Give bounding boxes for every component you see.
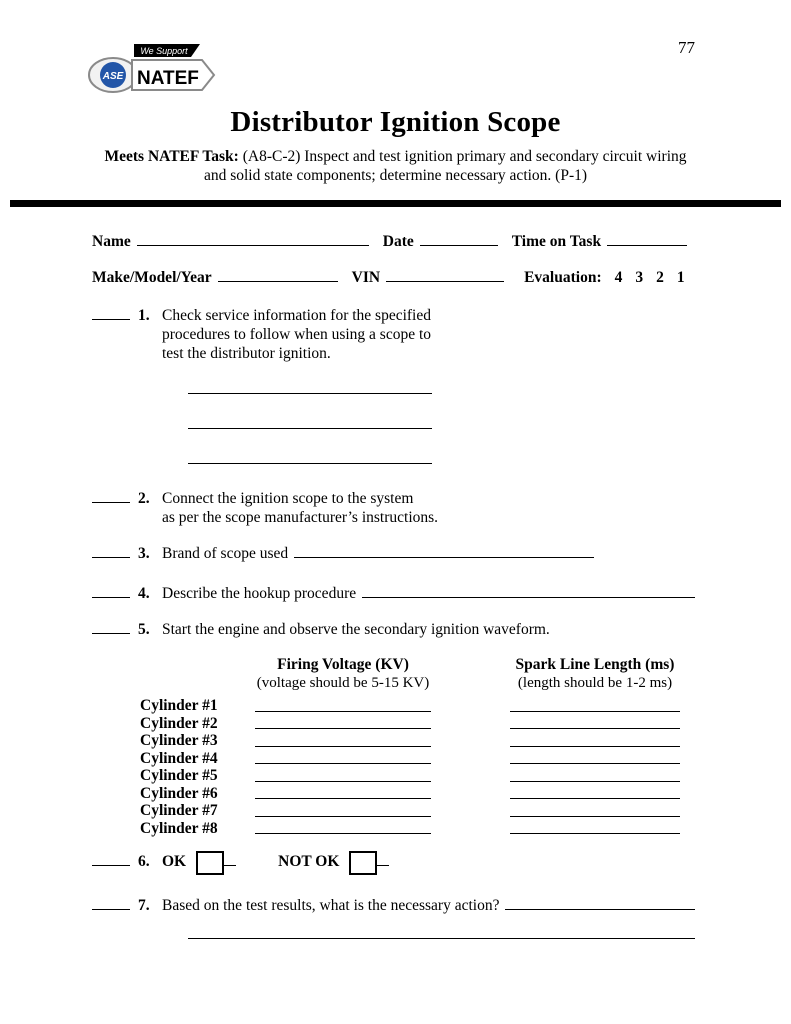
vin-blank[interactable] xyxy=(386,267,504,282)
item-1-text-line-2: procedures to follow when using a scope to xyxy=(162,326,432,343)
item-1-status-blank[interactable] xyxy=(92,305,130,320)
ok-checkbox[interactable] xyxy=(196,851,224,875)
evaluation-scale-4: 4 xyxy=(614,269,623,286)
spacer xyxy=(431,732,510,750)
not-ok-checkbox-blank[interactable] xyxy=(377,853,389,866)
vin-label: VIN xyxy=(351,269,381,286)
task-text-2: and solid state components; determine necessary action. (P-1) xyxy=(203,167,588,184)
ase-logo-text: ASE xyxy=(102,71,124,82)
evaluation-scale-1: 1 xyxy=(676,269,685,286)
item-2-text-line-2: as per the scope manufacturer’s instructions. xyxy=(162,509,439,526)
natef-logo-graphic xyxy=(88,42,220,94)
item-5-number: 5. xyxy=(138,621,150,638)
item-2-text-line-1: Connect the ignition scope to the system xyxy=(162,490,414,507)
spacer xyxy=(431,820,510,838)
cylinder-6-label: Cylinder #6 xyxy=(140,784,218,802)
evaluation-scale-3: 3 xyxy=(635,269,644,286)
form-body xyxy=(0,207,791,939)
firing-voltage-note: (voltage should be 5-15 KV) xyxy=(256,675,430,691)
page-title: Distributor Ignition Scope xyxy=(230,106,561,138)
spacer xyxy=(431,655,510,674)
cylinder-readings-table xyxy=(140,655,699,837)
cylinder-8-firing-voltage-blank[interactable] xyxy=(255,820,431,835)
spark-line-note: (length should be 1-2 ms) xyxy=(517,675,673,691)
divider-bar xyxy=(10,200,781,207)
task-text-1: (A8-C-2) Inspect and test ignition primary and secondary circuit wiring xyxy=(242,148,687,165)
cylinder-1-firing-voltage-blank[interactable] xyxy=(255,697,431,712)
document-header xyxy=(0,0,791,200)
item-1-text-line-3: test the distributor ignition. xyxy=(162,345,331,362)
item-6-number: 6. xyxy=(138,853,150,870)
item-2 xyxy=(92,488,699,527)
task-line-1 xyxy=(0,147,791,166)
item-5-text: Start the engine and observe the secondary ignition waveform. xyxy=(162,621,550,638)
time-on-task-label: Time on Task xyxy=(511,233,602,250)
cylinder-7-spark-line-blank[interactable] xyxy=(510,802,680,817)
item-1-answer-lines xyxy=(92,365,699,464)
cylinder-4-spark-line-blank[interactable] xyxy=(510,750,680,765)
necessary-action-blank-2[interactable] xyxy=(188,915,695,939)
cylinder-8-label: Cylinder #8 xyxy=(140,819,218,837)
cylinder-3-label: Cylinder #3 xyxy=(140,732,218,749)
spark-line-header: Spark Line Length (ms) xyxy=(515,656,675,673)
page-number: 77 xyxy=(678,38,695,57)
time-on-task-blank[interactable] xyxy=(607,231,687,246)
item-1 xyxy=(92,305,699,363)
item-7-status-blank[interactable] xyxy=(92,895,130,910)
necessary-action-blank-1[interactable] xyxy=(505,895,695,910)
cylinder-7-label: Cylinder #7 xyxy=(140,802,218,819)
item-5-status-blank[interactable] xyxy=(92,619,130,634)
item-7-number: 7. xyxy=(138,897,150,914)
item-2-number: 2. xyxy=(138,490,150,507)
evaluation-label: Evaluation: xyxy=(524,269,602,286)
cylinder-6-spark-line-blank[interactable] xyxy=(510,785,680,800)
item-1-text-line-1: Check service information for the specified xyxy=(162,307,431,324)
cylinder-4-label: Cylinder #4 xyxy=(140,749,218,767)
cylinder-6-firing-voltage-blank[interactable] xyxy=(255,785,431,800)
spacer xyxy=(431,802,510,820)
cylinder-3-spark-line-blank[interactable] xyxy=(510,732,680,747)
cylinder-5-label: Cylinder #5 xyxy=(140,767,218,784)
cylinder-7-firing-voltage-blank[interactable] xyxy=(255,802,431,817)
cylinder-1-spark-line-blank[interactable] xyxy=(510,697,680,712)
item-4-number: 4. xyxy=(138,585,150,602)
scope-brand-blank[interactable] xyxy=(294,543,594,558)
cylinder-grid xyxy=(140,655,699,837)
spacer xyxy=(431,674,510,697)
spacer xyxy=(431,785,510,803)
natef-text: NATEF xyxy=(137,68,199,89)
item-2-text xyxy=(162,489,699,527)
cylinder-2-spark-line-blank[interactable] xyxy=(510,715,680,730)
answer-line-2[interactable] xyxy=(188,394,432,429)
natef-logo xyxy=(88,42,220,99)
make-model-year-blank[interactable] xyxy=(218,267,338,282)
name-blank[interactable] xyxy=(137,231,369,246)
item-7-text: Based on the test results, what is the necessary action? xyxy=(162,897,500,914)
item-6 xyxy=(92,851,699,875)
we-support-text: We Support xyxy=(140,46,188,56)
item-4-status-blank[interactable] xyxy=(92,583,130,598)
evaluation-scale-2: 2 xyxy=(656,269,664,286)
cylinder-1-label: Cylinder #1 xyxy=(140,697,218,714)
item-7 xyxy=(92,895,699,915)
spacer xyxy=(140,674,255,697)
name-label: Name xyxy=(92,233,131,250)
item-4 xyxy=(92,583,699,603)
spacer xyxy=(431,697,510,715)
cylinder-2-firing-voltage-blank[interactable] xyxy=(255,715,431,730)
date-label: Date xyxy=(382,233,414,250)
not-ok-label: NOT OK xyxy=(278,853,340,870)
item-2-status-blank[interactable] xyxy=(92,488,130,503)
cylinder-8-spark-line-blank[interactable] xyxy=(510,820,680,835)
cylinder-5-firing-voltage-blank[interactable] xyxy=(255,767,431,782)
answer-line-3[interactable] xyxy=(188,429,432,464)
ok-checkbox-blank[interactable] xyxy=(224,853,236,866)
spacer xyxy=(431,767,510,785)
cylinder-3-firing-voltage-blank[interactable] xyxy=(255,732,431,747)
date-blank[interactable] xyxy=(420,231,498,246)
cylinder-2-label: Cylinder #2 xyxy=(140,714,218,732)
item-5 xyxy=(92,619,699,639)
ok-label: OK xyxy=(162,853,187,870)
spacer xyxy=(431,750,510,768)
task-statement xyxy=(0,147,791,185)
item-4-text: Describe the hookup procedure xyxy=(162,585,357,602)
task-label: Meets NATEF Task: xyxy=(104,148,239,165)
make-model-year-label: Make/Model/Year xyxy=(92,269,212,286)
spacer xyxy=(431,715,510,733)
item-3 xyxy=(92,543,699,563)
item-3-text: Brand of scope used xyxy=(162,545,289,562)
item-1-text xyxy=(162,306,699,363)
cylinder-5-spark-line-blank[interactable] xyxy=(510,767,680,782)
item-3-number: 3. xyxy=(138,545,150,562)
spacer xyxy=(140,655,255,674)
cylinder-4-firing-voltage-blank[interactable] xyxy=(255,750,431,765)
name-date-row xyxy=(92,231,699,251)
hookup-procedure-blank[interactable] xyxy=(362,583,695,598)
not-ok-checkbox[interactable] xyxy=(349,851,377,875)
item-6-status-blank[interactable] xyxy=(92,851,130,866)
answer-line-1[interactable] xyxy=(188,365,432,394)
item-1-number: 1. xyxy=(138,307,150,324)
vehicle-row xyxy=(92,267,699,287)
item-3-status-blank[interactable] xyxy=(92,543,130,558)
firing-voltage-header: Firing Voltage (KV) xyxy=(277,656,409,673)
